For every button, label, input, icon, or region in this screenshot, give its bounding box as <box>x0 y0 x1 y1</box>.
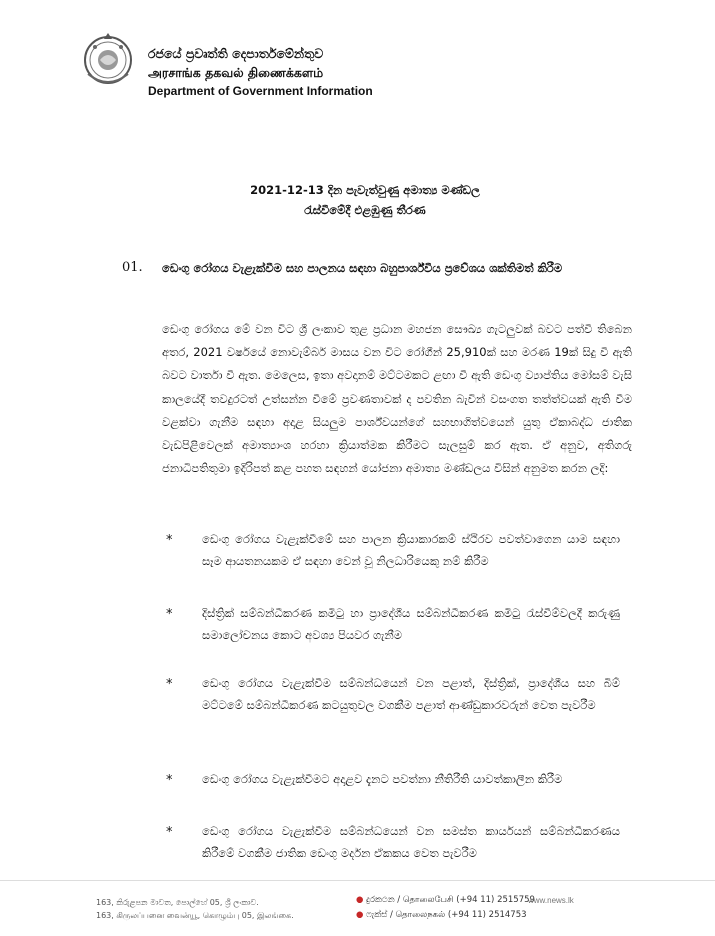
footer-address-sinhala: 163, කිරුළපන මාවත, පොල්හේ 05, ශ්‍රී ලංකාව. <box>96 898 259 907</box>
page-heading <box>180 180 550 220</box>
item-title: ඩෙංගු රෝගය වැළැක්වීම සහ පාලනය සඳහා බහුපාර්ශ්වීය ප්‍රවේශය ශක්තිමත් කිරීම <box>162 261 563 275</box>
list-item-text: ඩෙංගු රෝගය වැළැක්වීම සම්බන්ධයෙන් වන සමස්ත කාර්යයන් සම්බන්ධීකරණය කිරීමේ වගකීම ජාතික ඩෙංගු මර්දන ඒකකය වෙත පැවරීම <box>202 824 620 860</box>
fax-number: (+94 11) 2514753 <box>447 910 527 920</box>
footer-phone <box>356 893 535 908</box>
bullet-star-icon: * <box>166 533 173 548</box>
decision-list <box>160 528 620 892</box>
list-item <box>160 768 620 820</box>
list-item <box>160 820 620 892</box>
letterhead-english: Department of Government Information <box>148 84 373 98</box>
heading-line-2: රැස්වීමේදී එළඹුණු තීරණ <box>304 203 426 217</box>
list-item <box>160 528 620 602</box>
heading-line-1: 2021-12-13 දින පැවැත්වුණු අමාත්‍ය මණ්ඩල <box>250 183 480 197</box>
list-item-text: ඩෙංගු රෝගය වැළැක්වීම සම්බන්ධයෙන් වන පළාත්, දිස්ත්‍රික්, ප්‍රාදේශීය සහ බිම් මට්ටමේ සම්බන්ධීකරණ කටයුතුවල වගකීම පළාත් ආණ්ඩුකාරවරුන් වෙත පැවරීම <box>202 676 620 712</box>
letterhead <box>148 44 373 101</box>
phone-number: (+94 11) 2515759 <box>456 895 535 905</box>
list-item <box>160 602 620 672</box>
footer-contacts <box>356 893 535 923</box>
item-number: 01. <box>122 260 143 275</box>
government-emblem-icon <box>82 30 134 92</box>
bullet-star-icon: * <box>166 825 173 840</box>
letterhead-tamil: அரசாங்க தகவல் திணைக்களம் <box>148 65 324 80</box>
fax-icon: ● <box>356 910 364 920</box>
footer-divider <box>0 880 715 881</box>
bullet-star-icon: * <box>166 773 173 788</box>
phone-label: දුරකථන / தொலைபேசி <box>366 895 454 905</box>
list-item-text: ඩෙංගු රෝගය වැළැක්වීමේ සහ පාලන ක්‍රියාකාරකම් ස්ථිරව පවත්වාගෙන යාම සඳහා සෑම ආයතනයකම ඒ සඳහා වෙන් වූ නිලධාරියෙකු නම් කිරීම <box>202 532 620 568</box>
item-paragraph: ඩෙංගු රෝගය මේ වන විට ශ්‍රී ලංකාව තුළ ප්‍රධාන මහජන සෞඛ්‍ය ගැටලුවක් බවට පත්වී තිබෙන අතර, 2021 වර්ෂයේ නොවැම්බර් මාසය වන විට රෝගීන් 25,910ක් සහ මරණ 19ක් සිදු වී ඇති බවට වාර්තා වී ඇත. මෙලෙස, ඉතා අවදානම් මට්ටමකට ළඟා වී ඇති ඩෙංගු ව්‍යාප්තිය මෝසම් වැසි කාලයේදී තවදුරටත් උත්සන්න වීමේ ප්‍රවණතාවක් ද පවතින බැවින් වසංගත තත්ත්වයක් ඇති වීම වළක්වා ගැනීම සඳහා අදාළ සියලුම පාර්ශ්වයන්ගේ සහභාගිත්වයෙන් යුතු ඒකාබද්ධ ජාතික වැඩපිළිවෙලක් අමාත්‍යාංශ හරහා ක්‍රියාත්මක කිරීමට සැලසුම් කර ඇත. ඒ අනුව, අතිගරු ජනාධිපතිතුමා ඉදිරිපත් කළ පහත සඳහන් යෝජනා අමාත්‍ය මණ්ඩලය විසින් අනුමත කරන ලදි: <box>162 322 632 476</box>
bullet-star-icon: * <box>166 607 173 622</box>
list-item-text: ඩෙංගු රෝගය වැළැක්වීමට අදාළව දැනට පවත්නා නීතිරීති යාවත්කාලීන කිරීම <box>202 772 563 786</box>
bullet-star-icon: * <box>166 677 173 692</box>
fax-label: ෆැක්ස් / தொலைநகல் <box>366 910 446 920</box>
footer-address <box>96 896 294 922</box>
footer-address-tamil: 163, கிருலப்பனை வைன்யூ, கொழும்பு 05, இலங்கை. <box>96 911 294 920</box>
list-item <box>160 672 620 768</box>
footer-fax <box>356 908 535 923</box>
footer-website[interactable]: www.news.lk <box>528 896 574 905</box>
letterhead-sinhala: රජයේ ප්‍රවෘත්ති දෙපාර්තමේන්තුව <box>148 46 324 61</box>
list-item-text: දිස්ත්‍රික් සම්බන්ධීකරණ කමිටු හා ප්‍රාදේශීය සම්බන්ධීකරණ කමිටු රැස්වීම්වලදී කරුණු සමාලෝචනය කොට අවශ්‍ය පියවර ගැනීම <box>202 606 620 642</box>
phone-icon: ● <box>356 895 364 905</box>
